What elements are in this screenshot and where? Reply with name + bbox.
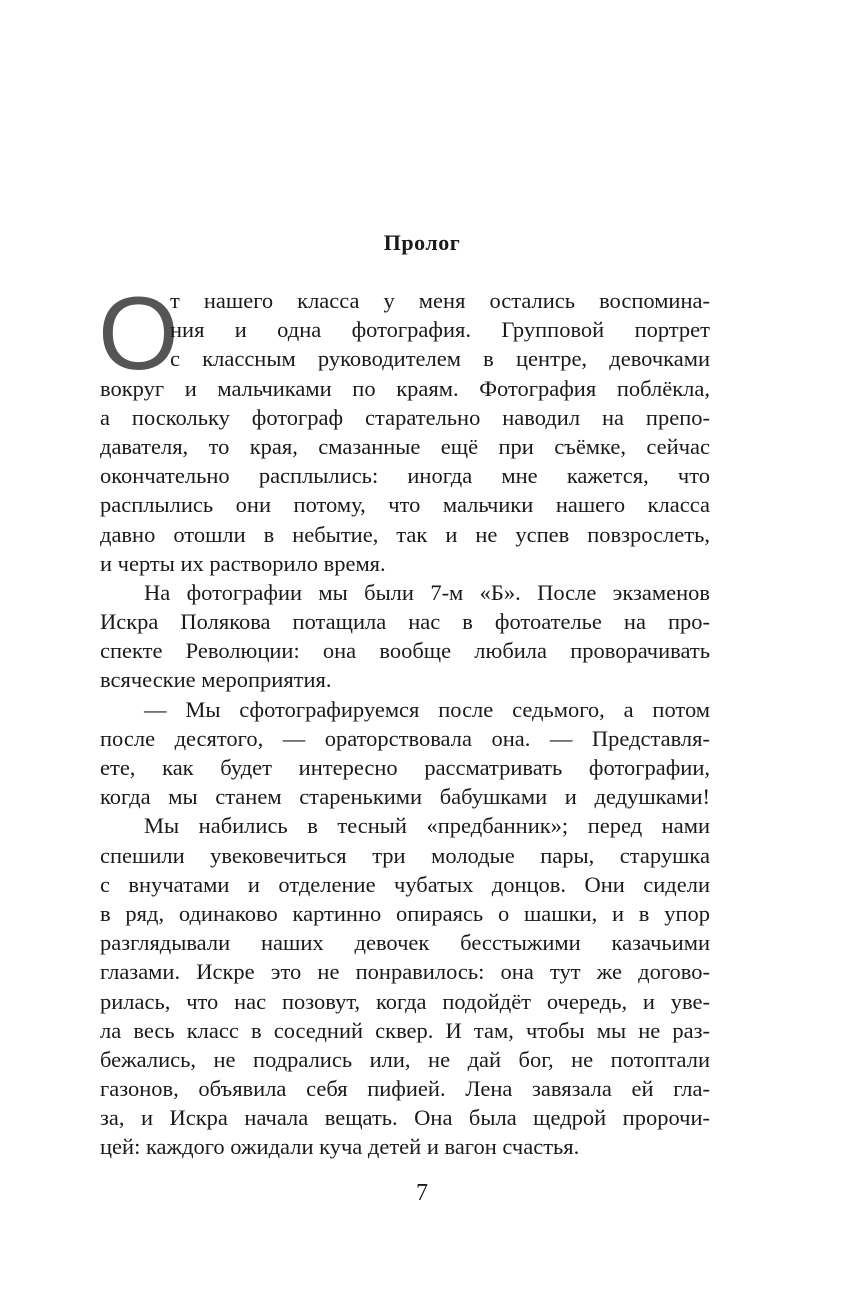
text-line: бежались, не подрались или, не дай бог, не потоптали	[100, 1046, 710, 1072]
text-line: ла весь класс в соседний сквер. И там, чтобы мы не раз-	[100, 1017, 710, 1043]
text-line: за, и Искра начала вещать. Она была щедрой пророчи-	[100, 1105, 710, 1131]
text-line: спекте Революции: она вообще любила проворачивать	[100, 638, 710, 664]
text-line: т нашего класса у меня остались воспомина-	[170, 288, 710, 313]
text-line: с классным руководителем в центре, девочками	[170, 346, 710, 372]
text-line: газонов, объявила себя пифией. Лена завязала ей гла-	[100, 1076, 710, 1102]
page-number: 7	[416, 1180, 428, 1206]
text-line: после десятого, — ораторствовала она. — Представля-	[100, 725, 710, 751]
text-line: Искра Полякова потащила нас в фотоателье на про-	[100, 609, 710, 635]
text-line: разглядывали наших девочек бесстыжими казачьими	[100, 930, 710, 956]
text-line: ния и одна фотография. Групповой портрет	[170, 317, 710, 343]
text-line: — Мы сфотографируемся после седьмого, а потом	[144, 696, 710, 722]
text-line: глазами. Искре это не понравилось: она тут же догово-	[100, 959, 710, 985]
text-line: всяческие мероприятия.	[100, 667, 332, 693]
text-line: рилась, что нас позовут, когда подойдёт очередь, и уве-	[100, 988, 710, 1014]
text-line: спешили увековечиться три молодые пары, старушка	[100, 842, 710, 868]
text-line: когда мы станем старенькими бабушками и дедушками!	[100, 784, 710, 810]
text-line: в ряд, одинаково картинно опираясь о шашки, и в упор	[100, 900, 710, 926]
text-line: вокруг и мальчиками по краям. Фотография поблёкла,	[100, 375, 710, 401]
text-line: давно отошли в небытие, так и не успев повзрослеть,	[100, 521, 710, 547]
text-line: с внучатами и отделение чубатых донцов. Они сидели	[100, 871, 710, 897]
text-line: На фотографии мы были 7-м «Б». После экзаменов	[144, 579, 710, 605]
text-line: а поскольку фотограф старательно наводил на препо-	[100, 404, 710, 430]
text-line: окончательно расплылись: иногда мне кажется, что	[100, 463, 710, 489]
text-line: расплылись они потому, что мальчики нашего класса	[100, 492, 710, 518]
body-text	[98, 276, 710, 1162]
text-line: ете, как будет интересно рассматривать фотографии,	[100, 755, 710, 780]
text-line: цей: каждого ожидали куча детей и вагон счастья.	[100, 1134, 580, 1160]
drop-cap-letter: О	[98, 276, 179, 392]
chapter-title: Пролог	[383, 230, 461, 255]
text-line: и черты их растворило время.	[100, 550, 386, 576]
text-line: давателя, то края, смазанные ещё при съёмке, сейчас	[100, 433, 710, 459]
text-line: Мы набились в тесный «предбанник»; перед нами	[144, 813, 710, 839]
